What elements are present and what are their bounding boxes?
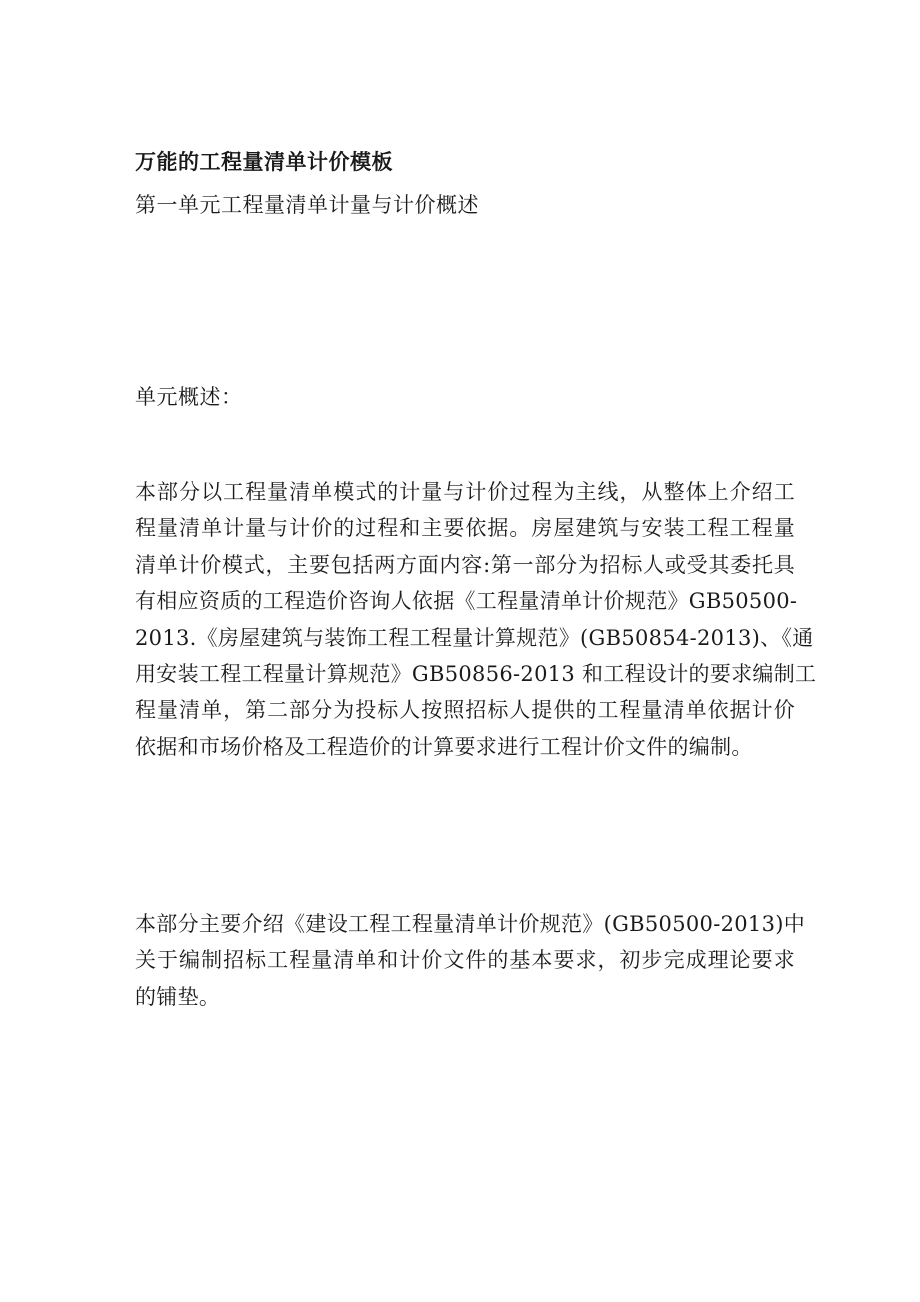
paragraph-line: 本部分主要介绍《建设工程工程量清单计价规范》(GB50500-2013)中 xyxy=(135,912,806,936)
paragraph-line: 程量清单，第二部分为投标人按照招标人提供的工程量清单依据计价 xyxy=(135,698,795,723)
paragraph-line: 本部分以工程量清单模式的计量与计价过程为主线，从整体上介绍工 xyxy=(135,480,795,504)
paragraph-line: 的铺垫。 xyxy=(135,984,221,1009)
paragraph-line: 依据和市场价格及工程造价的计算要求进行工程计价文件的编制。 xyxy=(135,734,753,759)
paragraph-overview xyxy=(135,474,817,765)
paragraph-line: 清单计价模式，主要包括两方面内容:第一部分为招标人或受其委托具 xyxy=(135,552,795,577)
document-title: 万能的工程量清单计价模板 xyxy=(135,150,393,174)
paragraph-scope xyxy=(135,906,806,1015)
paragraph-line: 用安装工程工程量计算规范》GB50856-2013 和工程设计的要求编制工 xyxy=(135,662,817,687)
section-label: 单元概述： xyxy=(135,385,243,409)
paragraph-line: 有相应资质的工程造价咨询人依据《工程量清单计价规范》GB50500- xyxy=(135,589,798,614)
paragraph-line: 2013.《房屋建筑与装饰工程工程量计算规范》(GB50854-2013)、《通 xyxy=(135,625,814,650)
paragraph-line: 程量清单计量与计价的过程和主要依据。房屋建筑与安装工程工程量 xyxy=(135,516,795,541)
unit-subtitle: 第一单元工程量清单计量与计价概述 xyxy=(135,193,479,217)
paragraph-line: 关于编制招标工程量清单和计价文件的基本要求，初步完成理论要求 xyxy=(135,948,795,973)
